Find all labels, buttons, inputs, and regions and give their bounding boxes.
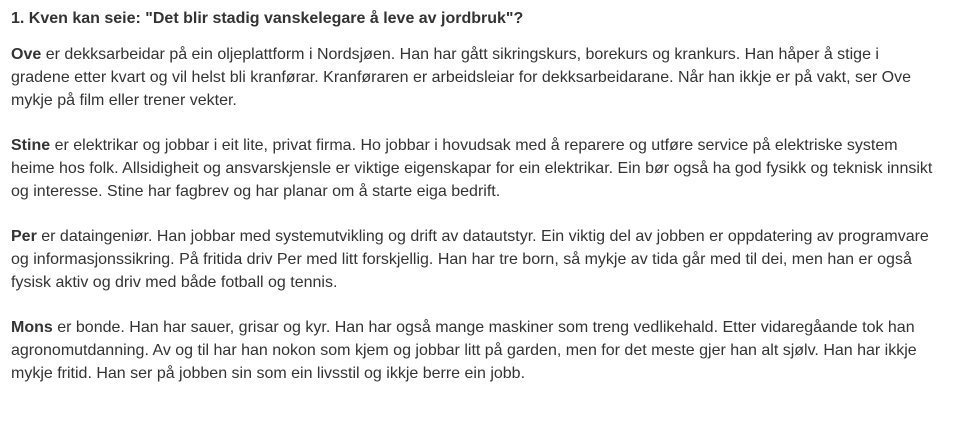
person-description: er dataingeniør. Han jobbar med systemutvikling og drift av datautstyr. Ein viktig del av jobben er oppdatering av programvare og informasjonssikring. På fritida driv Per med litt forskjellig. Han har tre born, så mykje av tida går med til dei, men han er også fysisk aktiv og driv med både fotball og tennis. [11,228,929,291]
person-name: Ove [11,46,42,63]
person-paragraph-stine [11,134,941,203]
person-description: er elektrikar og jobbar i eit lite, privat firma. Ho jobbar i hovudsak med å reparere og utføre service på elektriske system heime hos folk. Allsidigheit og ansvarskjensle er viktige eigenskapar for ein elektrikar. Ein bør også ha god fysikk og teknisk innsikt og interesse. Stine har fagbrev og har planar om å starte eiga bedrift. [11,137,933,200]
person-description: er dekksarbeidar på ein oljeplattform i Nordsjøen. Han har gått sikringskurs, borekurs og krankurs. Han håper å stige i gradene etter kvart og vil helst bli kranførar. Kranføraren er arbeidsleiar for dekksarbeidarane. Når han ikkje er på vakt, ser Ove mykje på film eller trener vekter. [11,46,911,109]
person-paragraph-mons [11,316,941,385]
person-name: Per [11,228,37,245]
question-title: 1. Kven kan seie: "Det blir stadig vanskelegare å leve av jordbruk"? [11,10,524,27]
person-paragraph-per [11,225,941,294]
person-name: Stine [11,137,51,154]
person-name: Mons [11,319,53,336]
person-description: er bonde. Han har sauer, grisar og kyr. Han har også mange maskiner som treng vedlikehald. Etter vidaregåande tok han agronomutdanning. Av og til har han nokon som kjem og jobbar litt på garden, men for det meste gjer han alt sjølv. Han har ikkje mykje fritid. Han ser på jobben sin som ein livsstil og ikkje berre ein jobb. [11,319,917,382]
person-paragraph-ove [11,43,941,112]
